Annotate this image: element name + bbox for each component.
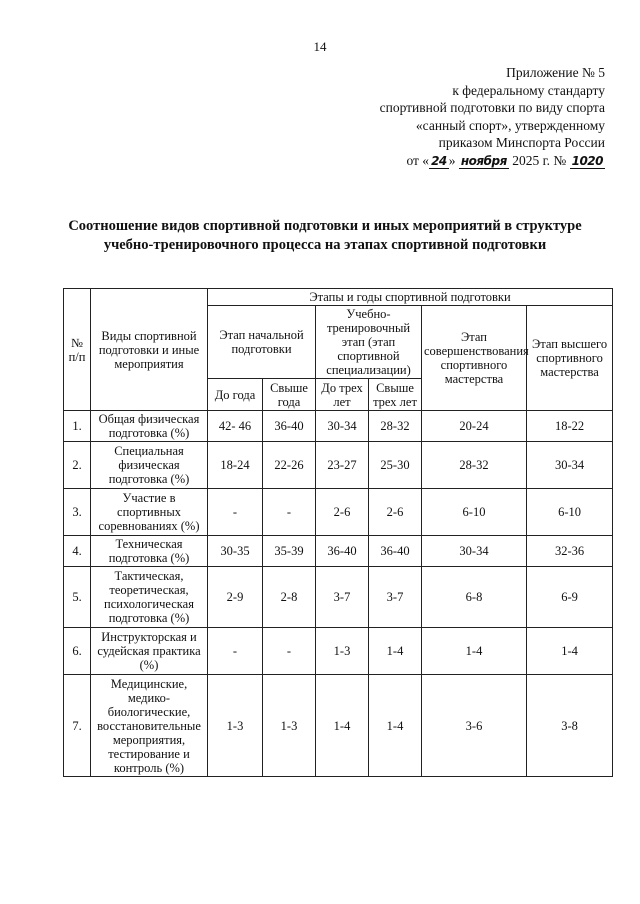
row-value: 3-8: [527, 675, 613, 777]
table-row: [64, 442, 613, 489]
row-value: 20-24: [422, 411, 527, 442]
row-value: 30-34: [422, 536, 527, 567]
row-type: Участие в спортивных соревнованиях (%): [91, 489, 208, 536]
row-value: 1-4: [527, 628, 613, 675]
appendix-block: [305, 64, 605, 169]
appendix-line-4: «санный спорт», утвержденному: [415, 117, 605, 133]
row-type: Тактическая, теоретическая, психологическая подготовка (%): [91, 567, 208, 628]
date-day-handwritten: 24: [431, 153, 447, 168]
row-num: 4.: [64, 536, 91, 567]
appendix-line-2: к федеральному стандарту: [452, 82, 605, 98]
row-value: 22-26: [263, 442, 316, 489]
row-num: 2.: [64, 442, 91, 489]
row-type: Общая физическая подготовка (%): [91, 411, 208, 442]
row-value: 6-9: [527, 567, 613, 628]
row-value: 28-32: [369, 411, 422, 442]
row-value: 35-39: [263, 536, 316, 567]
row-value: 36-40: [369, 536, 422, 567]
row-value: 3-7: [369, 567, 422, 628]
row-value: 30-35: [208, 536, 263, 567]
table-row: [64, 628, 613, 675]
header-training-stage: Учебно-тренировочный этап (этап спортивной специализации): [316, 306, 422, 379]
row-value: -: [208, 489, 263, 536]
table-row: [64, 567, 613, 628]
row-value: 36-40: [263, 411, 316, 442]
table-row: [64, 536, 613, 567]
row-value: 30-34: [527, 442, 613, 489]
title-line-1: Соотношение видов спортивной подготовки и иных мероприятий в структуре: [68, 218, 582, 234]
row-value: 3-6: [422, 675, 527, 777]
appendix-line-1: Приложение № 5: [506, 65, 605, 80]
row-value: 23-27: [316, 442, 369, 489]
row-value: 1-4: [422, 628, 527, 675]
row-value: 36-40: [316, 536, 369, 567]
appendix-date-line: [305, 152, 605, 170]
header-over-three: Свыше трех лет: [369, 379, 422, 411]
row-type: Техническая подготовка (%): [91, 536, 208, 567]
date-year: 2025 г. №: [512, 152, 567, 168]
row-value: 2-6: [316, 489, 369, 536]
title-line-2: учебно-тренировочного процесса на этапах спортивной подготовки: [103, 237, 547, 253]
header-improvement-stage: Этап совершенствования спортивного мастерства: [422, 306, 527, 411]
appendix-line-5: приказом Минспорта России: [438, 135, 605, 150]
table-row: [64, 489, 613, 536]
header-num: № п/п: [64, 289, 91, 411]
header-stages: Этапы и годы спортивной подготовки: [208, 289, 613, 306]
row-type: Медицинские, медико-биологические, восстановительные мероприятия, тестирование и контроль (%): [91, 675, 208, 777]
date-month-handwritten: ноября: [460, 153, 507, 168]
row-value: 1-3: [208, 675, 263, 777]
row-num: 6.: [64, 628, 91, 675]
date-mid: »: [448, 152, 456, 168]
row-num: 3.: [64, 489, 91, 536]
row-type: Специальная физическая подготовка (%): [91, 442, 208, 489]
table-row: [64, 411, 613, 442]
row-value: -: [208, 628, 263, 675]
table-row: [64, 675, 613, 777]
appendix-line-3: спортивной подготовки по виду спорта: [379, 100, 605, 115]
row-value: 42- 46: [208, 411, 263, 442]
header-over-year: Свыше года: [263, 379, 316, 411]
row-value: 18-24: [208, 442, 263, 489]
header-higher-stage: Этап высшего спортивного мастерства: [527, 306, 613, 411]
row-value: 30-34: [316, 411, 369, 442]
row-value: 18-22: [527, 411, 613, 442]
document-title: [40, 217, 610, 255]
row-value: 2-8: [263, 567, 316, 628]
doc-number-handwritten: 1020: [571, 153, 603, 168]
header-up-to-three: До трех лет: [316, 379, 369, 411]
row-num: 5.: [64, 567, 91, 628]
row-value: 1-4: [369, 628, 422, 675]
row-value: 25-30: [369, 442, 422, 489]
row-value: 6-8: [422, 567, 527, 628]
row-value: 1-3: [263, 675, 316, 777]
row-value: 28-32: [422, 442, 527, 489]
training-ratio-table: [63, 288, 613, 777]
row-num: 7.: [64, 675, 91, 777]
row-value: -: [263, 489, 316, 536]
row-value: -: [263, 628, 316, 675]
page-number: 14: [313, 39, 327, 54]
row-value: 32-36: [527, 536, 613, 567]
row-value: 1-3: [316, 628, 369, 675]
header-types: Виды спортивной подготовки и иные мероприятия: [91, 289, 208, 411]
row-value: 6-10: [527, 489, 613, 536]
row-value: 1-4: [316, 675, 369, 777]
row-value: 1-4: [369, 675, 422, 777]
row-value: 6-10: [422, 489, 527, 536]
row-type: Инструкторская и судейская практика (%): [91, 628, 208, 675]
header-up-to-year: До года: [208, 379, 263, 411]
row-value: 2-6: [369, 489, 422, 536]
row-value: 3-7: [316, 567, 369, 628]
row-num: 1.: [64, 411, 91, 442]
header-initial-stage: Этап начальной подготовки: [208, 306, 316, 379]
date-prefix: от «: [406, 152, 430, 168]
row-value: 2-9: [208, 567, 263, 628]
